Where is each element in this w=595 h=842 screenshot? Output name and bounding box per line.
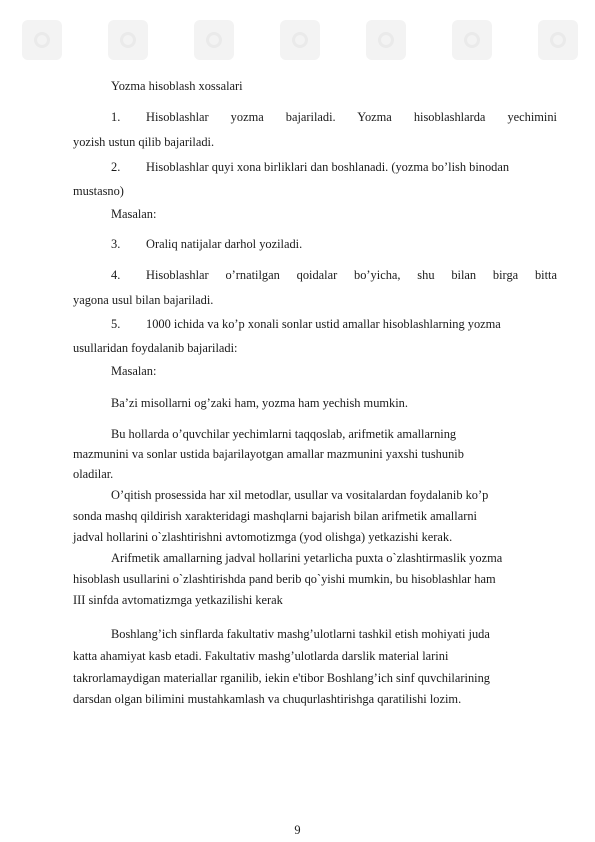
watermark-tile xyxy=(366,20,406,60)
paragraph-line: darsdan olgan bilimini mustahkamlash va chuqurlashtirishga qaratilishi lozim. xyxy=(73,692,462,706)
paragraph-line: katta ahamiyat kasb etadi. Fakultativ mashg’ulotlarda darslik material larini xyxy=(73,649,449,663)
list-number: 3. xyxy=(111,237,121,251)
example-label: Masalan: xyxy=(111,207,157,221)
list-item-text: yagona usul bilan bajariladi. xyxy=(73,293,214,307)
paragraph: Ba’zi misollarni og’zaki ham, yozma ham yechish mumkin. xyxy=(111,396,408,410)
list-item-text: yozish ustun qilib bajariladi. xyxy=(73,135,215,149)
paragraph-line: sonda mashq qildirish xarakteridagi mashqlarni bajarish bilan arifmetik amallarni xyxy=(73,509,477,523)
list-number: 2. xyxy=(111,160,121,174)
watermark-tile xyxy=(452,20,492,60)
list-item-text: Hisoblashlar quyi xona birliklari dan boshlanadi. (yozma bo’lish binodan xyxy=(146,160,510,174)
list-number: 4. xyxy=(111,268,121,282)
list-item-text: Hisoblashlar yozma bajariladi. Yozma hisoblashlarda yechimini xyxy=(146,110,557,124)
watermark-tile xyxy=(280,20,320,60)
paragraph-line: oladilar. xyxy=(73,467,114,481)
list-item-text: Oraliq natijalar darhol yoziladi. xyxy=(146,237,303,251)
watermark-tile xyxy=(22,20,62,60)
list-item-text: 1000 ichida va ko’p xonali sonlar ustid amallar hisoblashlarning yozma xyxy=(146,317,501,331)
list-item-text: usullaridan foydalanib bajariladi: xyxy=(73,341,238,355)
list-item-text: mustasno) xyxy=(73,184,124,198)
paragraph-line: mazmunini va sonlar ustida bajarilayotgan amallar mazmunini yaxshi tushunib xyxy=(73,447,464,461)
paragraph-line: takrorlamaydigan materiallar rganilib, iekin e'tibor Boshlang’ich sinf quvchilarining xyxy=(73,671,490,685)
watermark-tile xyxy=(108,20,148,60)
heading: Yozma hisoblash xossalari xyxy=(111,79,243,93)
paragraph-line: Arifmetik amallarning jadval hollarini yetarlicha puxta o`zlashtirmaslik yozma xyxy=(111,551,503,565)
watermark-tile xyxy=(194,20,234,60)
paragraph-line: Bu hollarda o’quvchilar yechimlarni taqqoslab, arifmetik amallarning xyxy=(111,427,457,441)
list-number: 1. xyxy=(111,110,121,124)
paragraph-line: jadval hollarini o`zlashtirishni avtomotizmga (yod olishga) yetkazishi kerak. xyxy=(73,530,453,544)
paragraph-line: Boshlang’ich sinflarda fakultativ mashg’ulotlarni tashkil etish mohiyati juda xyxy=(111,627,490,641)
paragraph-line: hisoblash usullarini o`zlashtirishda pand berib qo`yishi mumkin, bu hisoblashlar ham xyxy=(73,572,496,586)
paragraph-line: O’qitish prosessida har xil metodlar, usullar va vositalardan foydalanib ko’p xyxy=(111,488,489,502)
paragraph-line: III sinfda avtomatizmga yetkazilishi kerak xyxy=(73,593,283,607)
watermark-tile xyxy=(538,20,578,60)
page-number: 9 xyxy=(294,823,301,837)
example-label: Masalan: xyxy=(111,364,157,378)
list-number: 5. xyxy=(111,317,121,331)
list-item-text: Hisoblashlar o’rnatilgan qoidalar bo’yicha, shu bilan birga bitta xyxy=(146,268,557,282)
